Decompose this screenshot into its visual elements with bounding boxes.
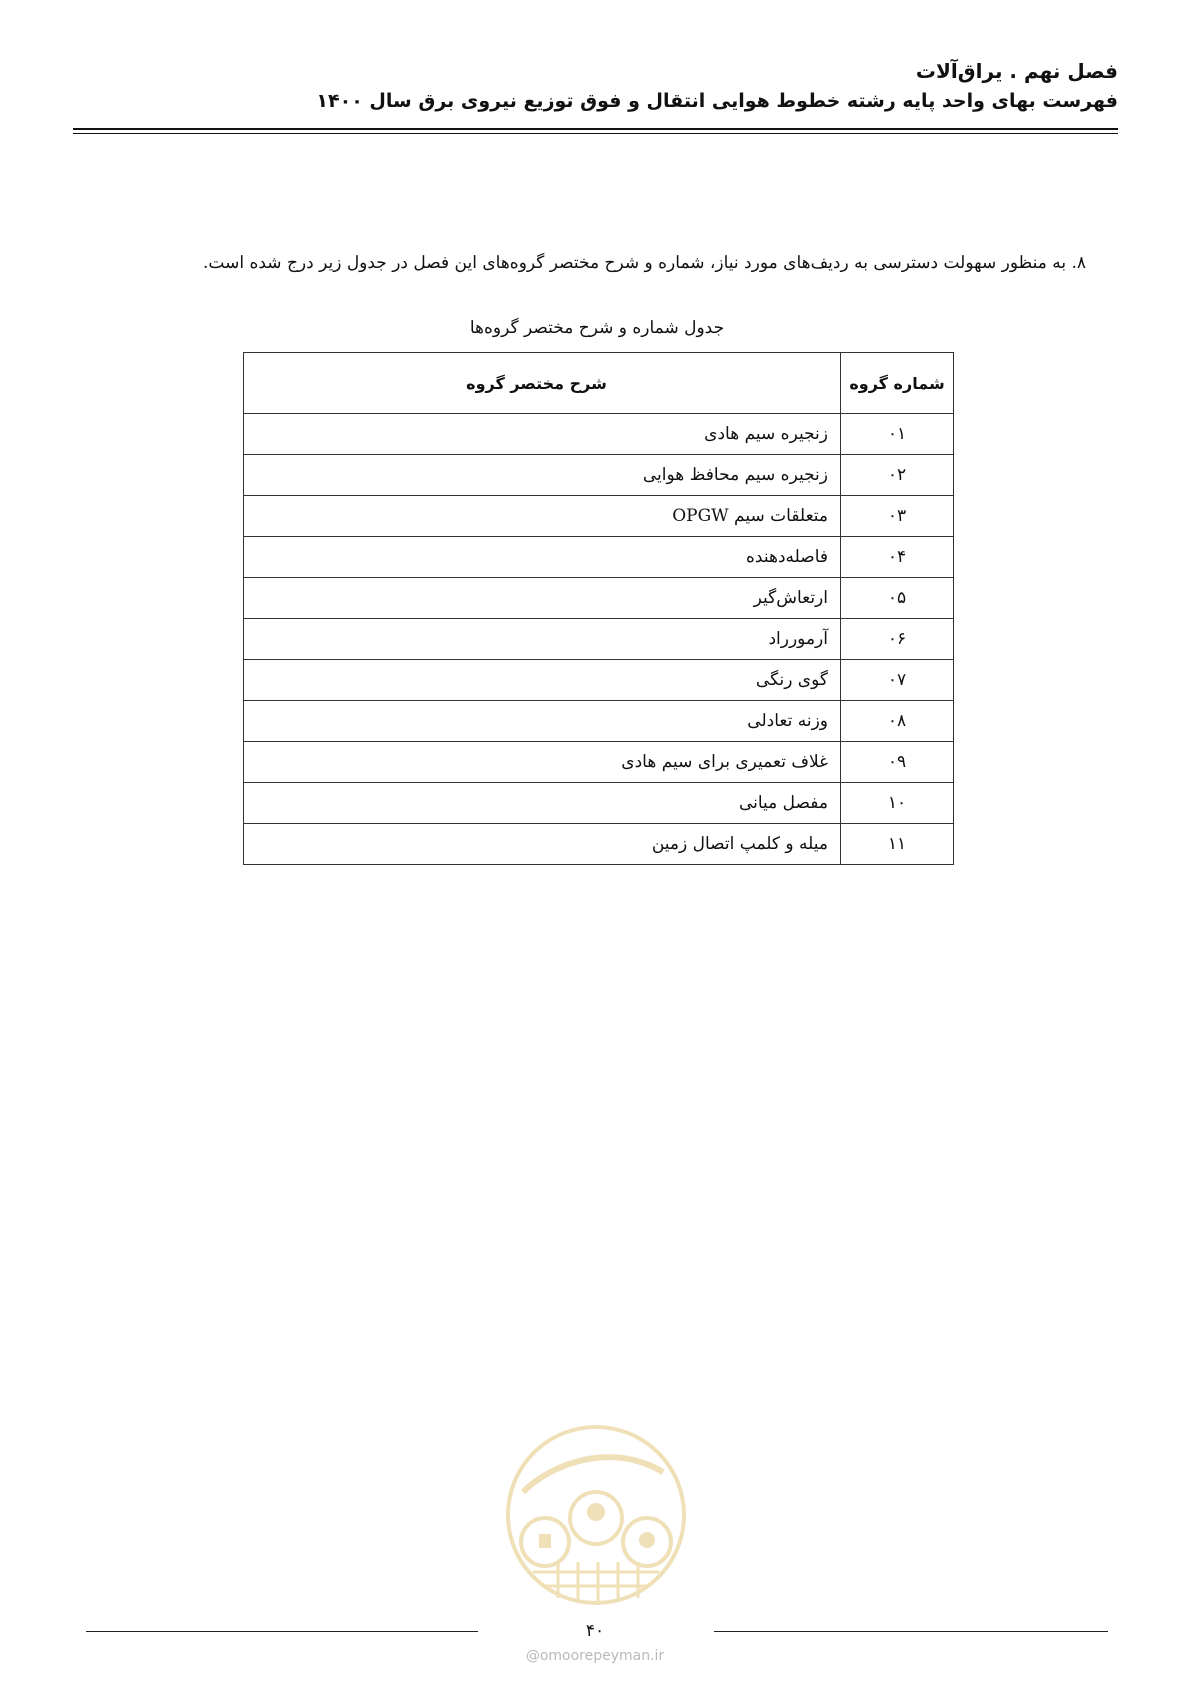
group-number-cell: ۰۵ (841, 578, 954, 619)
table-row (244, 619, 954, 660)
group-number-cell: ۰۲ (841, 455, 954, 496)
header-rule-thick (73, 128, 1118, 130)
table-row (244, 414, 954, 455)
group-description-cell: زنجیره سیم هادی (244, 414, 841, 455)
group-description-cell: فاصله‌دهنده (244, 537, 841, 578)
group-number-cell: ۰۶ (841, 619, 954, 660)
group-number-cell: ۰۱ (841, 414, 954, 455)
group-number-cell: ۰۳ (841, 496, 954, 537)
table-row (244, 455, 954, 496)
group-description-cell: گوی رنگی (244, 660, 841, 701)
group-description-cell: زنجیره سیم محافظ هوایی (244, 455, 841, 496)
table-header-row (244, 353, 954, 414)
table-body (244, 414, 954, 865)
table-row (244, 783, 954, 824)
table-row (244, 578, 954, 619)
group-number-cell: ۰۹ (841, 742, 954, 783)
table-row (244, 660, 954, 701)
page-number: ۴۰ (585, 1621, 605, 1641)
group-number-cell: ۱۰ (841, 783, 954, 824)
page-header (73, 56, 1118, 116)
group-description-cell: وزنه تعادلی (244, 701, 841, 742)
group-description-cell: میله و کلمپ اتصال زمین (244, 824, 841, 865)
column-header-group-number: شماره گروه (841, 353, 954, 414)
group-description-cell: ارتعاش‌گیر (244, 578, 841, 619)
footer-rule-right (714, 1631, 1108, 1632)
column-header-group-description: شرح مختصر گروه (244, 353, 841, 414)
table-row (244, 824, 954, 865)
header-rule-thin (73, 133, 1118, 134)
site-credit: @omoorepeyman.ir (525, 1648, 665, 1664)
group-description-cell: آرمورراد (244, 619, 841, 660)
group-number-cell: ۰۴ (841, 537, 954, 578)
footer-rule-left (86, 1631, 478, 1632)
group-description-cell: متعلقات سیم OPGW (244, 496, 841, 537)
table-row (244, 496, 954, 537)
table-row (244, 742, 954, 783)
table-caption: جدول شماره و شرح مختصر گروه‌ها (469, 318, 725, 338)
group-number-cell: ۰۸ (841, 701, 954, 742)
watermark-logo (503, 1422, 689, 1608)
group-number-cell: ۰۷ (841, 660, 954, 701)
groups-table (243, 352, 954, 865)
intro-paragraph: ۸. به منظور سهولت دسترسی به ردیف‌های مورد نیاز، شماره و شرح مختصر گروه‌های این فصل در جدول زیر درج شده است. (203, 253, 1086, 273)
table-row (244, 537, 954, 578)
group-number-cell: ۱۱ (841, 824, 954, 865)
document-title: فهرست بهای واحد پایه رشته خطوط هوایی انتقال و فوق توزیع نیروی برق سال ۱۴۰۰ (316, 90, 1118, 112)
group-description-cell: مفصل میانی (244, 783, 841, 824)
table-row (244, 701, 954, 742)
group-description-cell: غلاف تعمیری برای سیم هادی (244, 742, 841, 783)
chapter-title: فصل نهم . یراق‌آلات (915, 59, 1118, 83)
